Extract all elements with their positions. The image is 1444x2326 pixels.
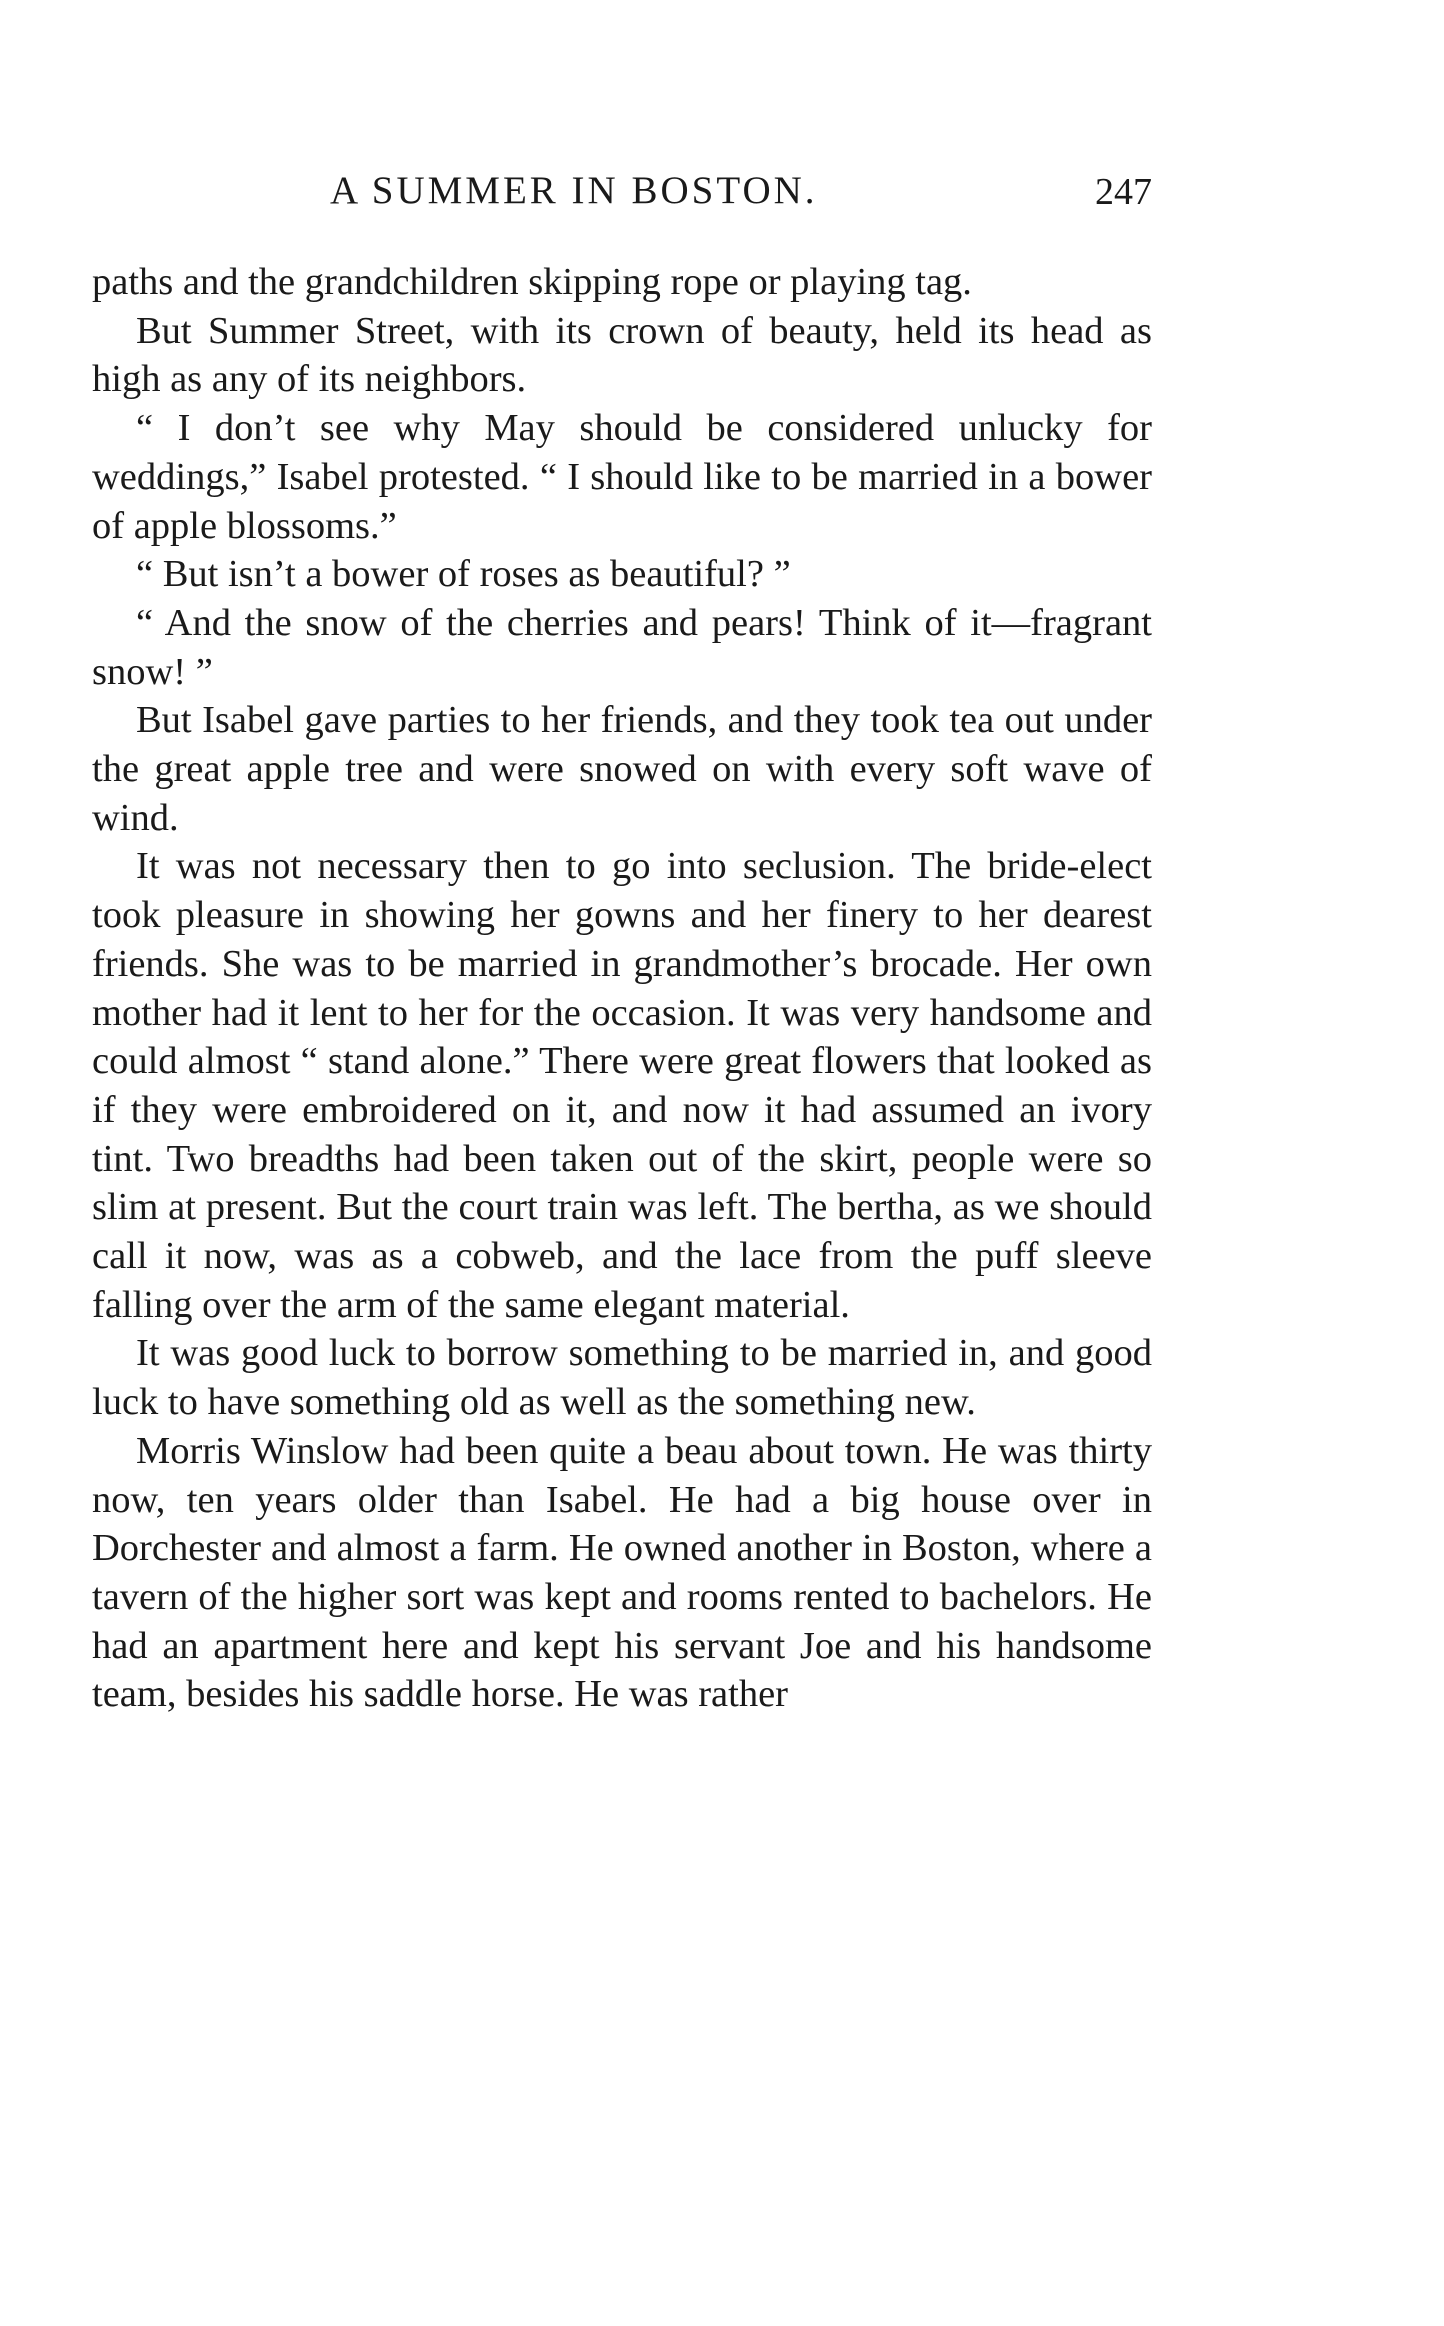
paragraph: It was not necessary then to go into seclusion. The bride-elect took pleasure in showing her gowns and her finery to her dearest friends. She was to be married in grandmother’s brocade. Her own mother had it lent to her for the occasion. It was very handsome and could almost “ stand alone.” There were great flowers that looked as if they were embroidered on it, and now it had assumed an ivory tint. Two breadths had been taken out of the skirt, people were so slim at present. But the court train was left. The bertha, as we should call it now, was as a cobweb, and the lace from the puff sleeve falling over the arm of the same elegant material. <box>92 845 1152 1326</box>
paragraph: But Summer Street, with its crown of beauty, held its head as high as any of its neighbors. <box>92 309 1152 401</box>
page-number: 247 <box>1095 171 1152 213</box>
paragraph: It was good luck to borrow something to be married in, and good luck to have something old as well as the something new. <box>92 1332 1152 1424</box>
running-title: A SUMMER IN BOSTON. <box>330 169 818 212</box>
body-text <box>92 258 1152 1719</box>
paragraph: “ I don’t see why May should be considered unlucky for weddings,” Isabel protested. “ I should like to be married in a bower of apple blossoms.” <box>92 407 1152 547</box>
paragraph: “ But isn’t a bower of roses as beautiful? ” <box>136 553 791 596</box>
running-head <box>92 168 1152 228</box>
paragraph: Morris Winslow had been quite a beau about town. He was thirty now, ten years older than Isabel. He had a big house over in Dorchester and almost a farm. He owned another in Boston, where a tavern of the higher sort was kept and rooms rented to bachelors. He had an apartment here and kept his servant Joe and his handsome team, besides his saddle horse. He was rather <box>92 1429 1152 1716</box>
paragraph: “ And the snow of the cherries and pears! Think of it—fragrant snow! ” <box>92 601 1152 693</box>
paragraph: But Isabel gave parties to her friends, and they took tea out under the great apple tree and were snowed on with every soft wave of wind. <box>92 699 1152 839</box>
paragraph: paths and the grandchildren skipping rope or playing tag. <box>92 261 972 303</box>
